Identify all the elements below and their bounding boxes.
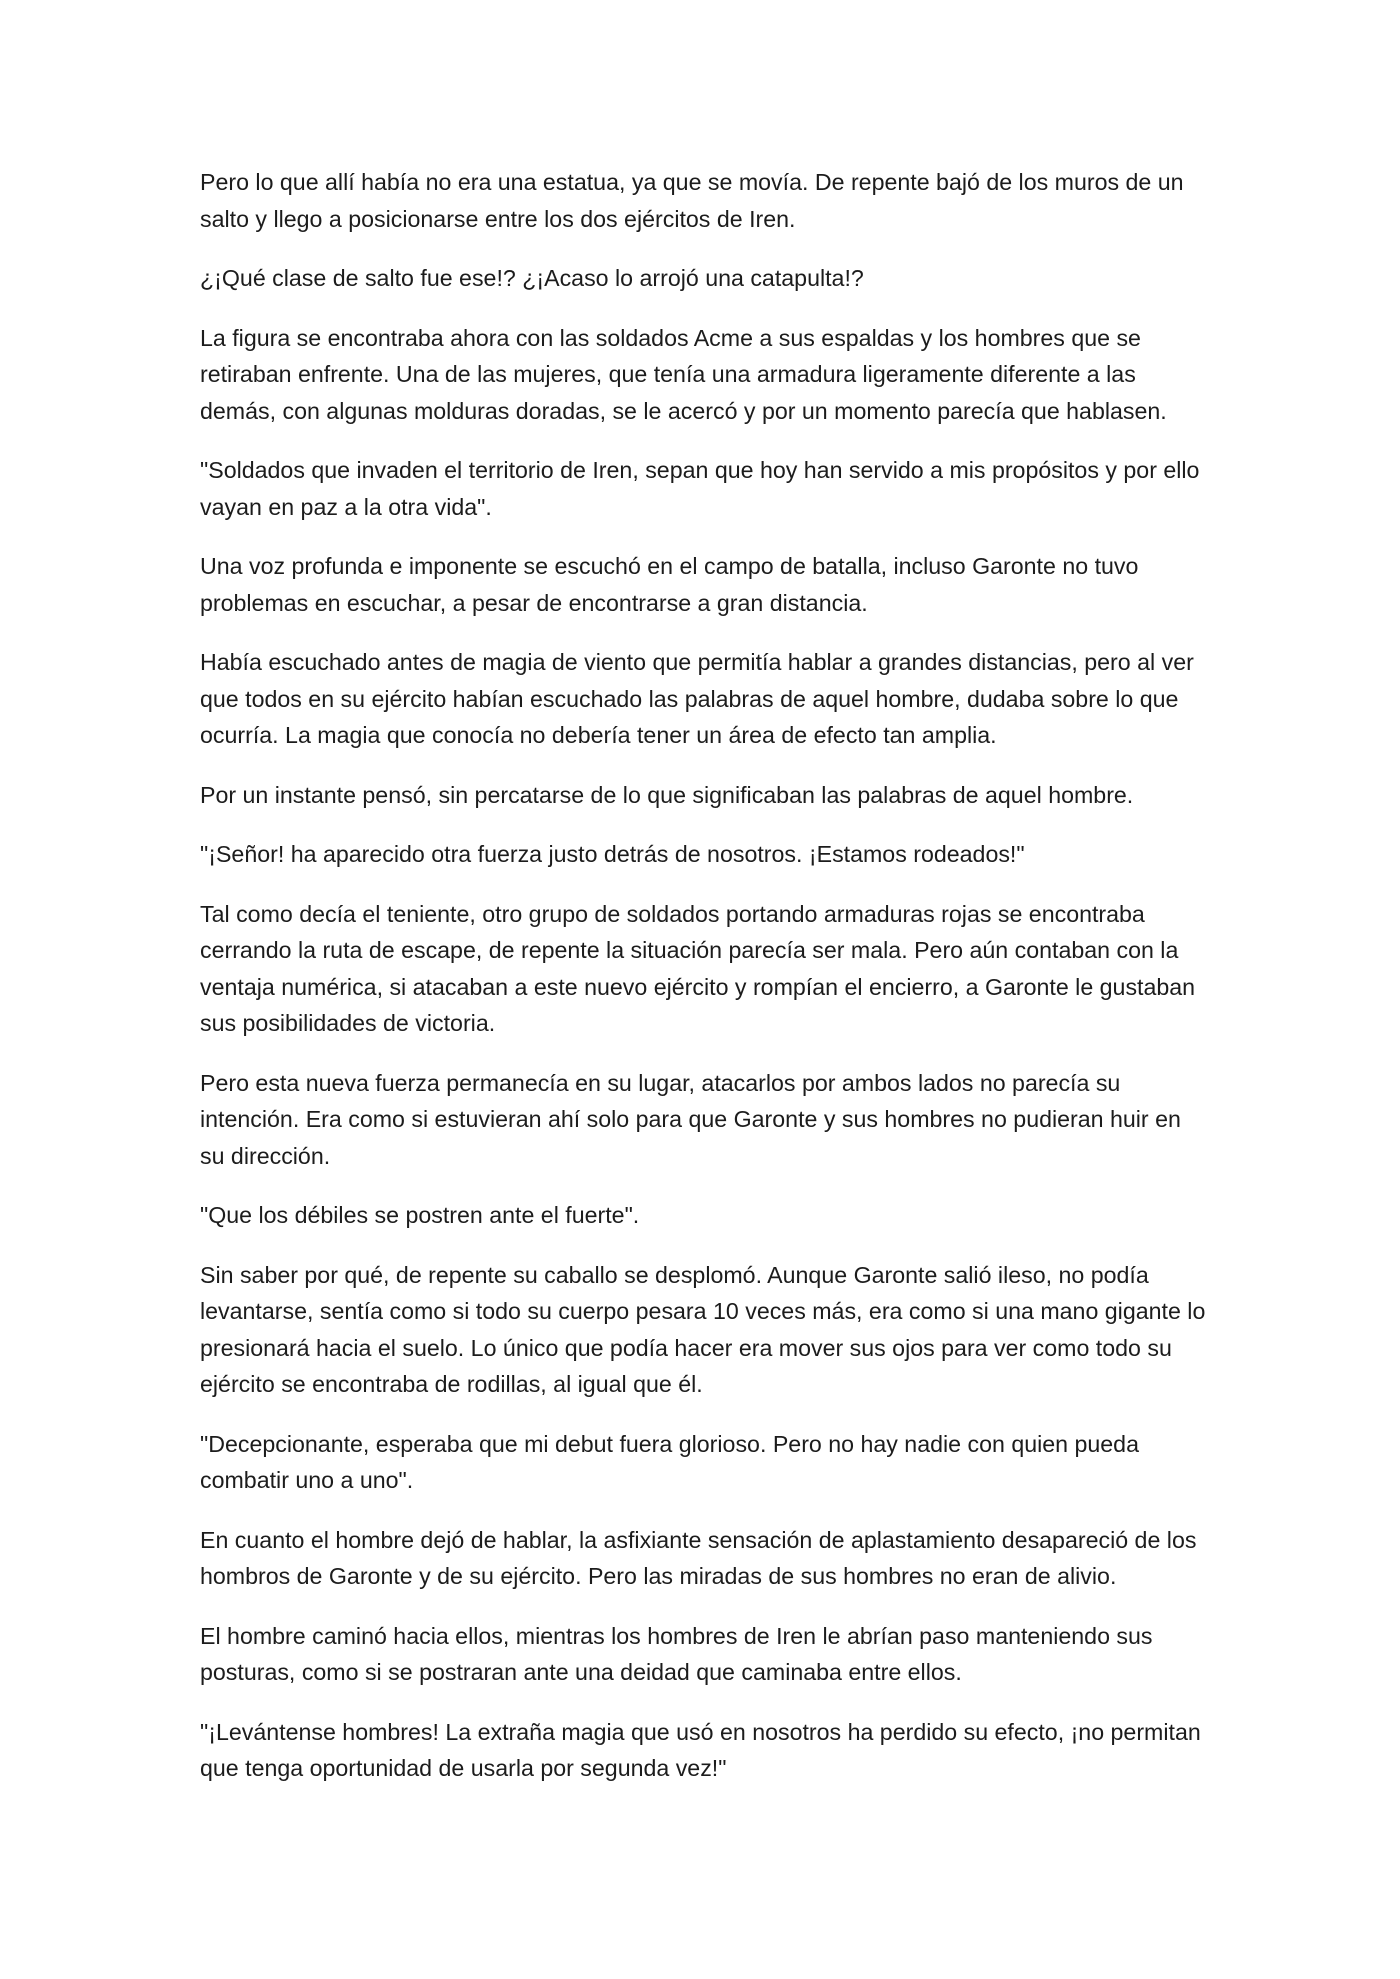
paragraph: Pero esta nueva fuerza permanecía en su lugar, atacarlos por ambos lados no parecía su intención. Era como si estuvieran ahí solo para que Garonte y sus hombres no pudieran huir en su dirección.	[200, 1069, 1181, 1169]
body-text	[200, 164, 1210, 1810]
paragraph: Había escuchado antes de magia de viento que permitía hablar a grandes distancias, pero al ver que todos en su ejército habían escuchado las palabras de aquel hombre, dudaba sobre lo que ocurría. La magia que conocía no debería tener un área de efecto tan amplia.	[200, 649, 1194, 748]
paragraph: "Decepcionante, esperaba que mi debut fuera glorioso. Pero no hay nadie con quien pueda combatir uno a uno".	[200, 1430, 1139, 1493]
paragraph: Por un instante pensó, sin percatarse de lo que significaban las palabras de aquel hombre.	[200, 781, 1134, 808]
paragraph: "¡Levántense hombres! La extraña magia que usó en nosotros ha perdido su efecto, ¡no permitan que tenga oportunidad de usarla por segunda vez!"	[200, 1718, 1201, 1781]
paragraph: En cuanto el hombre dejó de hablar, la asfixiante sensación de aplastamiento desapareció de los hombros de Garonte y de su ejército. Pero las miradas de sus hombres no eran de alivio.	[200, 1526, 1197, 1589]
paragraph: "¡Señor! ha aparecido otra fuerza justo detrás de nosotros. ¡Estamos rodeados!"	[200, 841, 1025, 867]
paragraph: ¿¡Qué clase de salto fue ese!? ¿¡Acaso lo arrojó una catapulta!?	[200, 265, 864, 291]
paragraph: Sin saber por qué, de repente su caballo se desplomó. Aunque Garonte salió ileso, no podía levantarse, sentía como si todo su cuerpo pesara 10 veces más, era como si una mano gigante lo presionará hacia el suelo. Lo único que podía hacer era mover sus ojos para ver como todo su ejército se encontraba de rodillas, al igual que él.	[200, 1261, 1206, 1397]
paragraph: El hombre caminó hacia ellos, mientras los hombres de Iren le abrían paso manteniendo sus posturas, como si se postraran ante una deidad que caminaba entre ellos.	[200, 1622, 1153, 1685]
paragraph: Tal como decía el teniente, otro grupo de soldados portando armaduras rojas se encontraba cerrando la ruta de escape, de repente la situación parecía ser mala. Pero aún contaban con la ventaja numérica, si atacaban a este nuevo ejército y rompían el encierro, a Garonte le gustaban sus posibilidades de victoria.	[200, 900, 1196, 1036]
paragraph: Pero lo que allí había no era una estatua, ya que se movía. De repente bajó de los muros de un salto y llego a posicionarse entre los dos ejércitos de Iren.	[200, 169, 1184, 232]
paragraph: "Que los débiles se postren ante el fuerte".	[200, 1202, 640, 1228]
paragraph: La figura se encontraba ahora con las soldados Acme a sus espaldas y los hombres que se retiraban enfrente. Una de las mujeres, que tenía una armadura ligeramente diferente a las demás, con algunas molduras doradas, se le acercó y por un momento parecía que hablasen.	[200, 324, 1167, 424]
paragraph: Una voz profunda e imponente se escuchó en el campo de batalla, incluso Garonte no tuvo problemas en escuchar, a pesar de encontrarse a gran distancia.	[200, 553, 1139, 616]
paragraph: "Soldados que invaden el territorio de Iren, sepan que hoy han servido a mis propósitos y por ello vayan en paz a la otra vida".	[200, 457, 1200, 520]
